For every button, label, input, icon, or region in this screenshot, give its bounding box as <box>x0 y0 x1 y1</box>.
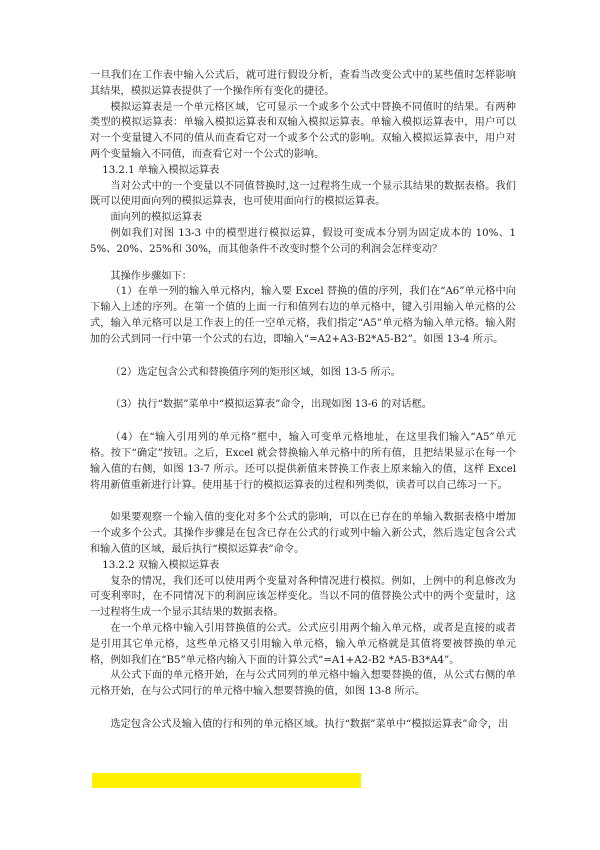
paragraph-double-input: 复杂的情况，我们还可以使用两个变量对各种情况进行模拟。例如，上例中的利息修改为可变利率时，在不同情况下的利润应该怎样变化。当以不同的值替换公式中的两个变量时，这一过程将生成一个显示其结果的数据表格。 <box>90 575 516 619</box>
document-body <box>90 68 516 733</box>
paragraph-formula-cell: 在一个单元格中输入引用替换值的公式。公式应引用两个输入单元格，或者是直接的或者是引用其它单元格，这些单元格又引用输入单元格，输入单元格就是其值将要被替换的单元格，例如我们在“B5”单元格内输入下面的计算公式“=A1+A2-B2 *A5-B3*A4”。 <box>90 622 516 666</box>
paragraph-substitution-values: 从公式下面的单元格开始，在与公式同列的单元格中输入想要替换的值，从公式右侧的单元格开始，在与公式同行的单元格中输入想要替换的值，如图 13-8 所示。 <box>90 670 516 698</box>
section-heading-13-2-1: 13.2.1 单输入模拟运算表 <box>102 164 220 176</box>
paragraph-example: 例如我们对图 13-3 中的模型进行模拟运算，假设可变成本分别为固定成本的 10%、15%、20%、25%和 30%，而其他条件不改变时整个公司的利润会怎样变动？ <box>90 227 516 255</box>
subheading-column-oriented: 面向列的模拟运算表 <box>110 212 203 224</box>
paragraph-step-3: （3）执行“数据”菜单中“模拟运算表”命令，出现如图 13-6 的对话框。 <box>110 399 432 411</box>
paragraph-steps-intro: 其操作步骤如下： <box>110 270 192 282</box>
paragraph-multi-formula: 如果要观察一个输入值的变化对多个公式的影响，可以在已存在的单输入数据表格中增加一个或多个公式。其操作步骤是在包含已存在公式的行或列中输入新公式，然后选定包含公式和输入值的区域，最后执行“模拟运算表”命令。 <box>90 512 516 555</box>
paragraph-definition: 模拟运算表是一个单元格区域，它可显示一个或多个公式中替换不同值时的结果。有两种类型的模拟运算表：单输入模拟运算表和双输入模拟运算表。单输入模拟运算表中，用户可以对一个变量键入不同的值从而查看它对一个或多个公式的影响。双输入模拟运算表中，用户对两个变量输入不同值，而查看它对一个公式的影响。 <box>90 101 516 160</box>
paragraph-single-input: 当对公式中的一个变量以不同值替换时,这一过程将生成一个显示其结果的数据表格。我们既可以使用面向列的模拟运算表，也可使用面向行的模拟运算表。 <box>90 180 516 208</box>
paragraph-intro: 一旦我们在工作表中输入公式后，就可进行假设分析，查看当改变公式中的某些值时怎样影响其结果，模拟运算表提供了一个操作所有变化的捷径。 <box>90 70 516 97</box>
paragraph-select-range: 选定包含公式及输入值的行和列的单元格区域。执行“数据”菜单中“模拟运算表”命令，出 <box>110 718 509 730</box>
paragraph-step-1: （1）在单一列的输入单元格内，输入要 Excel 替换的值的序列，我们在“A6”单元格中向下输入上述的序列。在第一个值的上面一行和值列右边的单元格中，键入引用输入单元格的公式，输入单元格可以是工作表上的任一空单元格，我们指定“A5”单元格为输入单元格。输入附加的公式到同一行中第一个公式的右边，即输入“=A2+A3-B2*A5-B2”。如图 13-4 所示。 <box>90 286 516 345</box>
highlight-bar <box>92 773 361 788</box>
section-heading-13-2-2: 13.2.2 双输入模拟运算表 <box>102 559 220 571</box>
paragraph-step-2: （2）选定包含公式和替换值序列的矩形区域，如图 13-5 所示。 <box>110 366 401 378</box>
paragraph-step-4: （4）在“输入引用列的单元格”框中，输入可变单元格地址，在这里我们输入“A5”单元格。按下“确定”按钮。之后，Excel 就会替换输入单元格中的所有值，且把结果显示在每一个输入值的右侧，如图 13-7 所示。还可以提供新值来替换工作表上原来输入的值，这样 Excel 将用新值重新进行计算。使用基于行的模拟运算表的过程和列类似，读者可以自己练习一下。 <box>90 432 516 491</box>
